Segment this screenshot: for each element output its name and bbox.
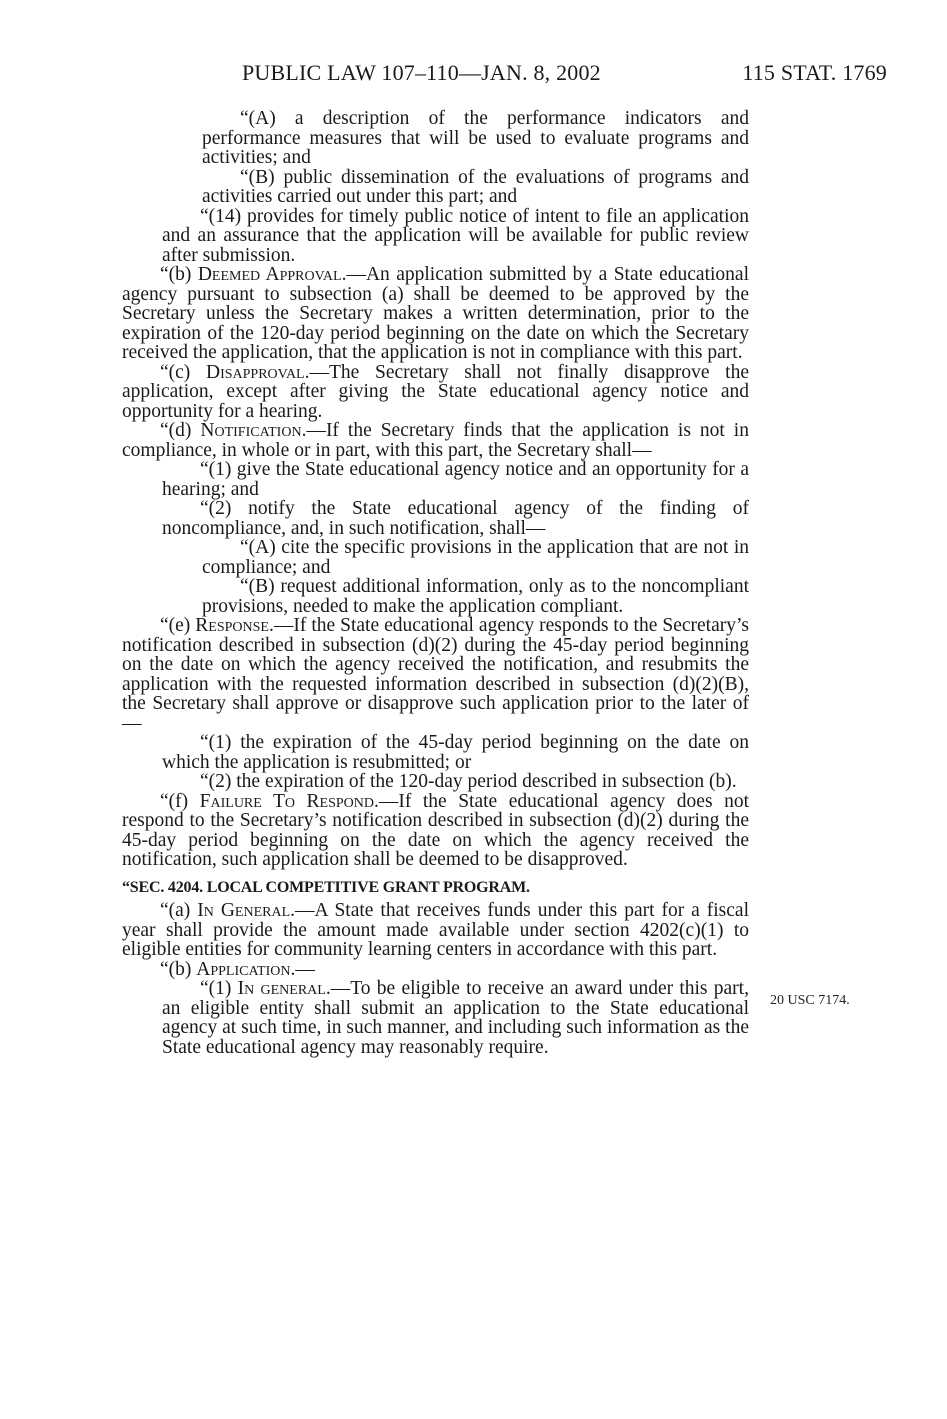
subsection-a-in-general: [122, 901, 749, 960]
paragraph-d2b-request: “(B) request additional information, only as to the noncompliant provisions, needed to make the application compliant.: [202, 576, 749, 617]
subsection-heading: Notification: [200, 420, 302, 441]
subsection-text: .—: [290, 958, 315, 980]
subsection-heading: In General: [197, 900, 291, 921]
subsection-label: “(f): [160, 790, 200, 812]
subsection-heading: Deemed Approval: [197, 264, 342, 285]
header-title: PUBLIC LAW 107–110—JAN. 8, 2002: [242, 60, 601, 85]
subsection-label: “(c): [160, 361, 206, 383]
paragraph-14-public-notice: “(14) provides for timely public notice of intent to file an application and an assurance that the application will be available for public review after submission.: [162, 205, 749, 266]
subsection-heading: Application: [196, 958, 291, 980]
header-page-number: 115 STAT. 1769: [742, 60, 887, 85]
paragraph-label: “(1): [200, 978, 238, 999]
margin-citation: 20 USC 7174.: [770, 993, 850, 1008]
subsection-c-disapproval: [122, 363, 749, 422]
paragraph-d2a-cite: “(A) cite the specific provisions in the application that are not in compliance; and: [202, 537, 749, 578]
subsection-label: “(b): [160, 264, 198, 285]
subsection-text: .—If the State educational agency does not respond to the Secretary’s notification described in subsection (d)(2) during the 45-day period beginning on the date on which the agency received the notification, such application shall be deemed to be disapproved.: [122, 790, 749, 870]
subsection-label: “(e): [160, 615, 196, 636]
subsection-text: .—An application submitted by a State educational agency pursuant to subsection (a) shall be deemed to be approved by the Secretary unless the Secretary makes a written determination, prior to the expiration of the 120-day period beginning on the date on which the Secretary received the application, that the application is not in compliance with this part.: [122, 264, 749, 363]
subsection-e-response: [122, 616, 749, 733]
subsection-label: “(d): [160, 420, 201, 441]
subsection-heading: Disapproval: [205, 361, 305, 383]
section-4204-title: “SEC. 4204. LOCAL COMPETITIVE GRANT PROGRAM.: [122, 878, 530, 896]
subsection-text: .—If the State educational agency responds to the Secretary’s notification described in subsection (d)(2) during the 45-day period beginning on the date on which the agency received the notification, and resubmits the application with the requested information described in subsection (d)(2)(B), the Secretary shall approve or disapprove such application prior to the later of—: [122, 615, 749, 734]
paragraph-d2-notify: “(2) notify the State educational agency of the finding of noncompliance, and, in such notification, shall—: [162, 498, 749, 539]
paragraph-text: .—To be eligible to receive an award under this part, an eligible entity shall submit an application to the State educational agency at such time, in such manner, and including such information as the State educational agency may reasonably require.: [162, 978, 749, 1058]
subsection-text: .—A State that receives funds under this part for a fiscal year shall provide the amount made available under section 4202(c)(1) to eligible entities for community learning centers in accordance with this part.: [122, 900, 749, 960]
subsection-text: .—The Secretary shall not finally disapprove the application, except after giving the State educational agency notice and opportunity for a hearing.: [122, 361, 749, 422]
paragraph-e1-expiration: “(1) the expiration of the 45-day period beginning on the date on which the application is resubmitted; or: [162, 732, 749, 773]
paragraph-b1-in-general: [122, 979, 749, 1057]
paragraph-heading: In general: [237, 978, 326, 999]
paragraph-d1-notice: “(1) give the State educational agency notice and an opportunity for a hearing; and: [162, 459, 749, 500]
page-header: [242, 60, 887, 94]
subsection-d-notification: [122, 421, 749, 460]
paragraph-b-public-dissemination: “(B) public dissemination of the evaluations of programs and activities carried out under this part; and: [202, 166, 749, 207]
document-body: [122, 109, 749, 1057]
paragraph-a-performance-indicators: “(A) a description of the performance indicators and performance measures that will be used to evaluate programs and activities; and: [202, 108, 749, 168]
subsection-b-deemed-approval: [122, 265, 749, 363]
subsection-heading: Response: [195, 615, 269, 636]
subsection-heading: Failure To Respond: [199, 790, 374, 812]
subsection-label: “(b): [160, 958, 197, 980]
subsection-f-failure-to-respond: [122, 792, 749, 870]
subsection-b-application: [122, 960, 749, 980]
subsection-text: .—If the Secretary finds that the application is not in compliance, in whole or in part, with this part, the Secretary shall—: [122, 420, 749, 461]
paragraph-e2-expiration: “(2) the expiration of the 120-day period described in subsection (b).: [200, 771, 737, 792]
subsection-label: “(a): [160, 900, 198, 921]
